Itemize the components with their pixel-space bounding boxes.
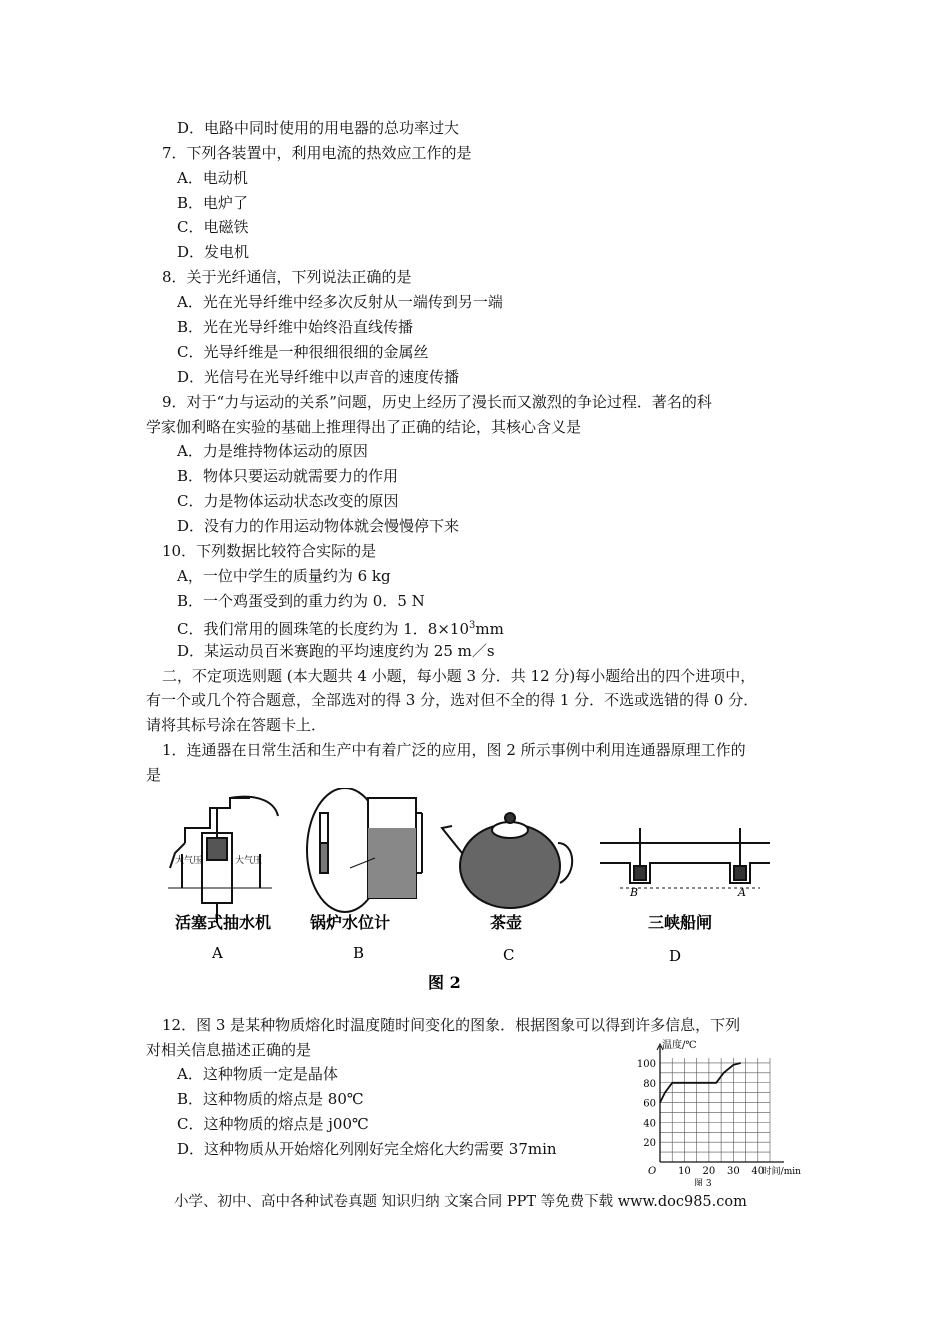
y-tick-label: 20 xyxy=(643,1138,656,1150)
q8-option-d: D．光信号在光导纤维中以声音的速度传播 xyxy=(177,368,460,386)
section2-instructions-line3: 请将其标号涂在答题卡上． xyxy=(146,716,327,734)
letter-c: C xyxy=(503,946,515,964)
origin-label: O xyxy=(648,1166,657,1177)
y-tick-label: 40 xyxy=(643,1118,656,1130)
q10-stem: 10．下列数据比较符合实际的是 xyxy=(162,542,377,560)
q10-option-c xyxy=(177,616,504,639)
q9-stem-line2: 学家伽利略在实验的基础上推理得出了正确的结论，其核心含义是 xyxy=(146,418,582,436)
q10-option-b: B．一个鸡蛋受到的重力约为 0．5 N xyxy=(177,592,425,610)
q7-option-b: B．电炉了 xyxy=(177,194,249,212)
air-pressure-label-right: 大气压 xyxy=(235,856,263,866)
y-tick-label: 100 xyxy=(636,1058,656,1070)
q11-stem-line2: 是 xyxy=(146,766,162,784)
ship-lock-illustration xyxy=(600,828,770,888)
q10-option-c-unit: mm xyxy=(475,620,504,638)
q7-option-a: A．电动机 xyxy=(177,169,248,187)
q10-option-d: D．某运动员百米赛跑的平均速度约为 25 m／s xyxy=(177,642,495,660)
caption-ship-lock: 三峡船闸 xyxy=(648,913,713,932)
gate-b-label: B xyxy=(630,886,639,899)
teapot-illustration xyxy=(442,813,572,908)
q7-option-c: C．电磁铁 xyxy=(177,218,249,236)
y-tick-label: 60 xyxy=(643,1098,656,1110)
gate-a-label: A xyxy=(738,886,746,899)
q7-option-d: D．发电机 xyxy=(177,243,250,261)
x-tick-label: 20 xyxy=(702,1166,716,1177)
q10-option-c-exponent: 3 xyxy=(469,620,476,631)
q9-option-b: B．物体只要运动就需要力的作用 xyxy=(177,467,399,485)
x-tick-label: 40 xyxy=(751,1166,765,1177)
q8-option-b: B．光在光导纤维中始终沿直线传播 xyxy=(177,318,414,336)
q7-stem: 7．下列各装置中，利用电流的热效应工作的是 xyxy=(162,144,472,162)
x-axis-label: 时间/min xyxy=(762,1167,801,1177)
figure-3-chart xyxy=(632,1036,802,1186)
caption-boiler-gauge: 锅炉水位计 xyxy=(310,913,391,932)
q12-option-a: A．这种物质一定是晶体 xyxy=(177,1065,338,1083)
q9-option-a: A．力是维持物体运动的原因 xyxy=(177,442,368,460)
q10-option-a: A，一位中学生的质量约为 6 kg xyxy=(177,567,391,585)
figure-2-drawings xyxy=(160,788,800,998)
q9-stem-line1: 9．对于“力与运动的关系”问题，历史上经历了漫长而又激烈的争论过程．著名的科 xyxy=(162,393,712,411)
letter-d: D xyxy=(669,947,682,965)
letter-b: B xyxy=(353,944,365,962)
q8-option-a: A．光在光导纤维中经多次反射从一端传到另一端 xyxy=(177,293,503,311)
footer-text: 小学、初中、高中各种试卷真题 知识归纳 文案合同 PPT 等免费下载 www.doc985.com xyxy=(174,1194,747,1210)
q11-stem-line1: 1．连通器在日常生活和生产中有着广泛的应用，图 2 所示事例中利用连通器原理工作的 xyxy=(162,741,746,759)
letter-a: A xyxy=(212,944,223,962)
q12-option-c: C．这种物质的熔点是 j00℃ xyxy=(177,1115,369,1133)
q10-option-c-text: C．我们常用的圆珠笔的长度约为 1．8×10 xyxy=(177,620,469,638)
q8-option-c: C．光导纤维是一种很细很细的金属丝 xyxy=(177,343,429,361)
boiler-water-gauge-illustration xyxy=(307,788,422,912)
y-axis-label: 温度/℃ xyxy=(662,1040,697,1051)
q12-option-b: B．这种物质的熔点是 80℃ xyxy=(177,1090,364,1108)
figure-2 xyxy=(160,788,800,998)
q12-option-d: D．这种物质从开始熔化列刚好完全熔化大约需要 37min xyxy=(177,1140,557,1158)
caption-teapot: 茶壶 xyxy=(490,913,523,932)
caption-piston-pump: 活塞式抽水机 xyxy=(175,913,272,932)
q12-stem-line2: 对相关信息描述正确的是 xyxy=(146,1041,312,1059)
air-pressure-label-left: 大气压 xyxy=(175,856,203,866)
q6-option-d: D．电路中同时使用的用电器的总功率过大 xyxy=(177,119,460,137)
x-tick-label: 10 xyxy=(678,1166,691,1177)
section2-instructions-line2: 有一个或几个符合题意，全部选对的得 3 分，选对但不全的得 1 分．不选或选错的得 0 分． xyxy=(146,691,759,709)
x-tick-label: 30 xyxy=(726,1166,740,1177)
q9-option-d: D．没有力的作用运动物体就会慢慢停下来 xyxy=(177,517,460,535)
q12-stem-line1: 12．图 3 是某种物质熔化时温度随时间变化的图象．根据图象可以得到许多信息，下列 xyxy=(162,1016,741,1034)
y-tick-label: 80 xyxy=(643,1078,656,1090)
figure-3-chart-svg xyxy=(632,1036,802,1186)
figure-2-caption: 图 2 xyxy=(428,973,461,992)
chart-title: 图 3 xyxy=(694,1179,712,1186)
section2-instructions-line1: 二，不定项选则题 (本大题共 4 小题，每小题 3 分．共 12 分)每小题给出的四个进项中， xyxy=(162,667,756,685)
q8-stem: 8．关于光纤通信，下列说法正确的是 xyxy=(162,268,412,286)
q9-option-c: C．力是物体运动状态改变的原因 xyxy=(177,492,399,510)
